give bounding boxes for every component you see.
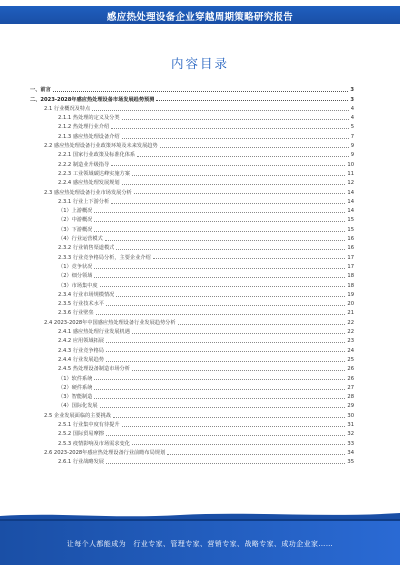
toc-entry[interactable]	[30, 223, 354, 232]
toc-dot-leader	[96, 314, 346, 315]
toc-page-number: 26	[347, 375, 354, 382]
toc-dot-leader	[94, 268, 345, 269]
toc-page-number: 17	[347, 263, 354, 270]
toc-entry-text: 2.2.1 国家行业政策及标准化体系	[58, 152, 136, 159]
toc-entry-text: 2.4 2023-2028年中国感应热处理设备行业发展趋势分析	[44, 319, 176, 326]
toc-dot-leader	[94, 221, 345, 222]
toc-entry[interactable]	[30, 196, 354, 205]
toc-page-number: 15	[347, 217, 354, 224]
toc-page-number: 9	[350, 143, 354, 150]
toc-entry-text: 2.2.3 工业领域碳达峰实施方案	[58, 170, 130, 177]
toc-entry[interactable]	[30, 428, 354, 437]
toc-page-number: 15	[347, 226, 354, 233]
toc-page-number: 33	[347, 440, 354, 447]
toc-entry-text: 2.2.4 感应热处理发展规划	[58, 180, 120, 187]
toc-heading: 内容目录	[170, 56, 229, 71]
toc-page-number: 14	[347, 189, 354, 196]
toc-entry-text: 2.4.4 行业发展趋势	[58, 356, 104, 363]
toc-page-number: 27	[347, 384, 354, 391]
toc-page-number: 32	[347, 431, 354, 438]
toc-page-number: 23	[347, 338, 354, 345]
toc-entry-text: （4）行业运营模式	[58, 236, 103, 243]
toc-page-number: 17	[347, 254, 354, 261]
toc-entry[interactable]	[30, 130, 354, 139]
toc-page-number: 25	[347, 356, 354, 363]
toc-entry[interactable]	[30, 307, 354, 316]
toc-entry-text: （4）国际化发展	[58, 403, 98, 410]
toc-entry[interactable]	[30, 437, 354, 446]
toc-entry-text: 一、前言	[30, 87, 51, 94]
toc-dot-leader	[94, 277, 345, 278]
toc-page-number: 35	[347, 459, 354, 466]
toc-entry[interactable]	[30, 400, 354, 409]
toc-dot-leader	[132, 370, 345, 371]
toc-dot-leader	[53, 91, 349, 92]
toc-entry-text: （2）硬件系统	[58, 384, 93, 391]
toc-entry[interactable]	[30, 158, 354, 167]
toc-dot-leader	[116, 249, 345, 250]
toc-dot-leader	[122, 138, 349, 139]
toc-page-number: 3	[350, 96, 354, 103]
toc-dot-leader	[106, 435, 345, 436]
toc-dot-leader	[94, 212, 345, 213]
toc-dot-leader	[100, 407, 346, 408]
toc-entry[interactable]	[30, 186, 354, 195]
toc-entry[interactable]	[30, 279, 354, 288]
toc-dot-leader	[106, 342, 345, 343]
toc-entry-text: （3）下游概况	[58, 226, 93, 233]
toc-entry[interactable]	[30, 149, 354, 158]
toc-entry-text: 2.4.2 应用领域拓展	[58, 338, 104, 345]
toc-page-number: 11	[347, 170, 354, 177]
toc-page-number: 26	[347, 366, 354, 373]
toc-dot-leader	[160, 147, 349, 148]
toc-dot-leader	[137, 156, 349, 157]
toc-entry[interactable]	[30, 242, 354, 251]
toc-entry-text: 2.1.3 感应热处理设备介绍	[58, 133, 120, 140]
toc-page-number: 5	[350, 124, 354, 131]
toc-dot-leader	[113, 417, 345, 418]
toc-dot-leader	[94, 231, 345, 232]
toc-page-number: 7	[350, 133, 354, 140]
toc-entry[interactable]	[30, 316, 354, 325]
toc-entry-text: 2.2 感应热处理设备行业政策环境及未来发展趋势	[44, 143, 158, 150]
toc-dot-leader	[94, 379, 345, 380]
toc-entry[interactable]	[30, 354, 354, 363]
toc-entry-text: 2.4.1 感应热处理行业发展机遇	[58, 329, 130, 336]
toc-page-number: 3	[350, 87, 354, 94]
toc-dot-leader	[178, 324, 346, 325]
toc-entry-text: 2.5 企业发展面临的主要挑战	[44, 412, 111, 419]
footer-slogan: 让每个人都能成为 行业专家、管理专家、营销专家、战略专家、成功企业家……	[66, 540, 334, 548]
toc-entry-text: 2.1 行业概况及特点	[44, 105, 91, 112]
toc-dot-leader	[122, 184, 346, 185]
toc-page-number: 22	[347, 329, 354, 336]
toc-entry[interactable]	[30, 326, 354, 335]
report-header	[0, 0, 400, 34]
toc-dot-leader	[132, 444, 345, 445]
toc-page-number: 29	[347, 403, 354, 410]
toc-entry-text: 2.5.2 国际贸易摩擦	[58, 431, 104, 438]
toc-entry-text: （1）软件系统	[58, 375, 93, 382]
toc-dot-leader	[122, 426, 346, 427]
toc-dot-leader	[167, 454, 345, 455]
toc-dot-leader	[132, 175, 345, 176]
toc-entry[interactable]	[30, 409, 354, 418]
toc-entry[interactable]	[30, 456, 354, 465]
toc-entry-text: 2.3.2 行业销售渠道模式	[58, 245, 115, 252]
toc-entry[interactable]	[30, 391, 354, 400]
toc-page-number: 21	[347, 310, 354, 317]
toc-entry[interactable]	[30, 177, 354, 186]
toc-entry-text: 2.1.2 热处理行业介绍	[58, 124, 110, 131]
toc-entry-text: 2.4.5 热处理设备制造市场分析	[58, 366, 130, 373]
toc-page-number: 16	[347, 236, 354, 243]
toc-entry[interactable]	[30, 140, 354, 149]
toc-entry[interactable]	[30, 168, 354, 177]
table-of-contents	[30, 84, 354, 465]
toc-entry-text: 2.3.4 行业市场规模情况	[58, 291, 115, 298]
toc-page-number: 14	[347, 198, 354, 205]
toc-entry[interactable]	[30, 93, 354, 102]
toc-page-number: 4	[350, 115, 354, 122]
toc-dot-leader	[116, 296, 345, 297]
report-title: 感应热处理设备企业穿越周期策略研究报告	[106, 12, 294, 23]
toc-page-number: 22	[347, 319, 354, 326]
toc-entry[interactable]	[30, 103, 354, 112]
toc-entry-text: 2.2.2 制造业升级指导	[58, 161, 110, 168]
toc-dot-leader	[111, 165, 345, 166]
toc-entry-text: （3）智能制造	[58, 394, 93, 401]
toc-page-number: 24	[347, 347, 354, 354]
toc-entry[interactable]	[30, 84, 354, 93]
toc-page-number: 10	[347, 161, 354, 168]
toc-entry-text: 2.5.3 疫情影响及市场需求变化	[58, 440, 130, 447]
toc-dot-leader	[122, 119, 349, 120]
toc-entry[interactable]	[30, 419, 354, 428]
toc-dot-leader	[106, 351, 345, 352]
toc-entry[interactable]	[30, 372, 354, 381]
toc-entry-text: 2.4.3 行业竞争格局	[58, 347, 104, 354]
toc-entry[interactable]	[30, 344, 354, 353]
toc-dot-leader	[106, 305, 345, 306]
toc-entry-text: 2.3.6 行业壁垒	[58, 310, 94, 317]
toc-entry-text: 2.3 感应热处理设备行业市场发展分析	[44, 189, 132, 196]
toc-page-number: 19	[347, 291, 354, 298]
toc-entry-text: 2.6.1 行业战略发展	[58, 459, 104, 466]
toc-page-number: 4	[350, 105, 354, 112]
toc-entry[interactable]	[30, 112, 354, 121]
toc-dot-leader	[106, 463, 345, 464]
toc-dot-leader	[153, 258, 346, 259]
toc-dot-leader	[105, 240, 346, 241]
toc-dot-leader	[134, 193, 346, 194]
toc-page-number: 28	[347, 394, 354, 401]
toc-dot-leader	[132, 333, 345, 334]
toc-entry-text: （1）上游概况	[58, 208, 93, 215]
toc-entry-text: 2.3.3 行业竞争格局分析，主要企业介绍	[58, 254, 151, 261]
toc-entry-text: （2）中游概况	[58, 217, 93, 224]
toc-page-number: 31	[347, 421, 354, 428]
toc-entry[interactable]	[30, 233, 354, 242]
toc-entry[interactable]	[30, 270, 354, 279]
toc-dot-leader	[100, 286, 346, 287]
toc-page-number: 30	[347, 412, 354, 419]
toc-entry[interactable]	[30, 382, 354, 391]
toc-entry[interactable]	[30, 214, 354, 223]
toc-dot-leader	[106, 361, 345, 362]
toc-dot-leader	[92, 110, 348, 111]
toc-entry[interactable]	[30, 289, 354, 298]
toc-entry[interactable]	[30, 335, 354, 344]
toc-dot-leader	[94, 389, 345, 390]
toc-dot-leader	[94, 398, 345, 399]
toc-dot-leader	[111, 203, 345, 204]
toc-entry[interactable]	[30, 447, 354, 456]
toc-page-number: 14	[347, 208, 354, 215]
toc-entry-text: （1）竞争状况	[58, 263, 93, 270]
toc-page-number: 34	[347, 449, 354, 456]
toc-page-number: 12	[347, 180, 354, 187]
toc-entry[interactable]	[30, 298, 354, 307]
toc-page-number: 20	[347, 301, 354, 308]
toc-entry-text: （2）细分领域	[58, 273, 93, 280]
toc-entry-text: 2.6 2023-2028年感应热处理设备行业前瞻布局规划	[44, 449, 166, 456]
toc-page-number: 18	[347, 282, 354, 289]
toc-entry-text: 2.3.1 行业上下游分析	[58, 198, 110, 205]
toc-entry-text: 二、2023-2028年感应热处理设备市场发展趋势预测	[30, 96, 155, 103]
toc-dot-leader	[111, 128, 349, 129]
toc-entry-text: 2.3.5 行业技术水平	[58, 301, 104, 308]
toc-dot-leader	[156, 100, 348, 101]
toc-entry-text: 2.5.1 行业集中度有待提升	[58, 421, 120, 428]
toc-entry-text: 2.1.1 热处理的定义及分类	[58, 115, 120, 122]
toc-page-number: 9	[350, 152, 354, 159]
toc-entry[interactable]	[30, 251, 354, 260]
toc-entry[interactable]	[30, 205, 354, 214]
toc-entry-text: （3）市场集中度	[58, 282, 98, 289]
toc-page-number: 16	[347, 245, 354, 252]
footer-accent	[0, 519, 400, 521]
footer-banner	[0, 519, 400, 565]
toc-entry[interactable]	[30, 261, 354, 270]
toc-page-number: 18	[347, 273, 354, 280]
toc-entry[interactable]	[30, 121, 354, 130]
toc-entry[interactable]	[30, 363, 354, 372]
